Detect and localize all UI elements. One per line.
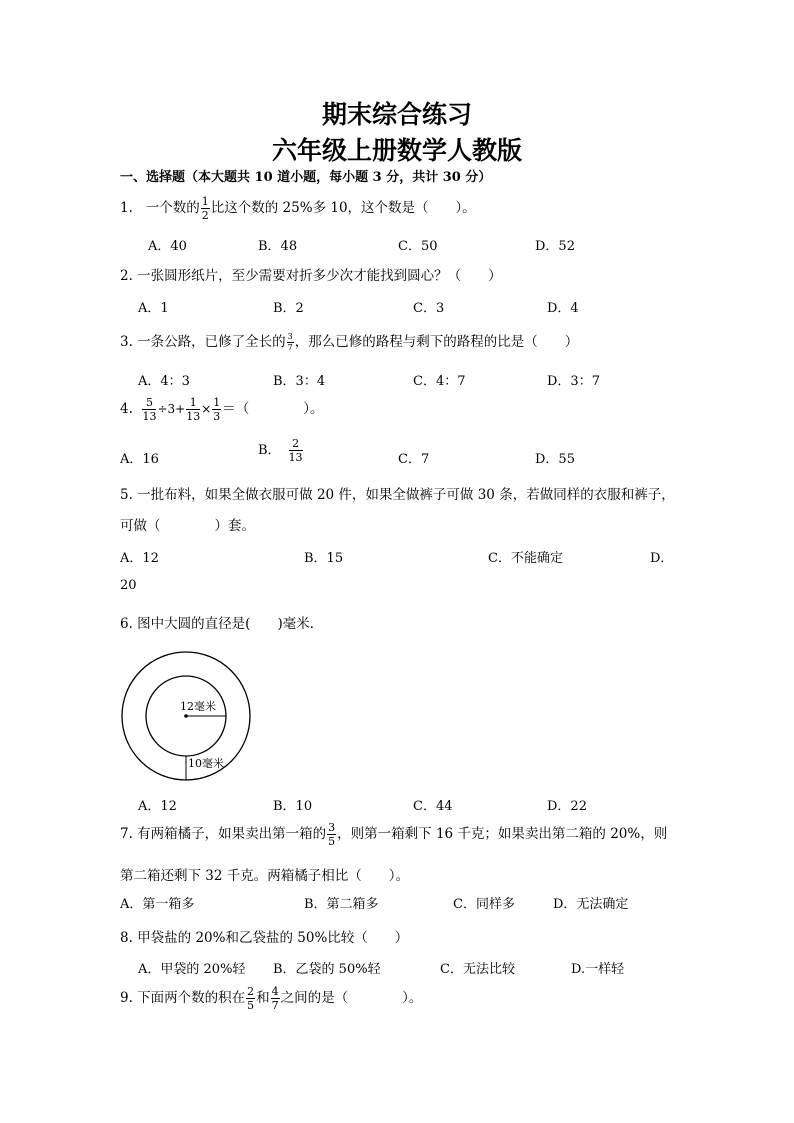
q4-number: 4. bbox=[120, 401, 133, 417]
fraction: $\frac{5}{13}$ bbox=[142, 396, 157, 423]
fraction: $\frac{3}{5}$ bbox=[328, 821, 336, 848]
q9-text-end: 之间的是（ ）。 bbox=[280, 990, 423, 1006]
q8-option-c[interactable]: C．无法比较 bbox=[440, 962, 515, 977]
q3-option-a[interactable]: A．4：3 bbox=[138, 374, 190, 389]
ring-width-label: 10毫米 bbox=[188, 757, 224, 770]
q8-option-d[interactable]: D.一样轻 bbox=[571, 962, 625, 977]
question-8: 8. 甲袋盐的 20%和乙袋盐的 50%比较（ ） bbox=[120, 930, 409, 946]
section-heading: 一、选择题（本大题共 10 道小题，每小题 3 分，共计 30 分） bbox=[120, 170, 492, 185]
q4-option-d[interactable]: D．55 bbox=[535, 452, 575, 467]
q3-text-end: ，那么已修的路程与剩下的路程的比是（ ） bbox=[294, 334, 579, 350]
q7-option-d[interactable]: D．无法确定 bbox=[553, 897, 629, 912]
question-6: 6. 图中大圆的直径是( )毫米． bbox=[120, 616, 324, 632]
page-subtitle: 六年级上册数学人教版 bbox=[271, 136, 522, 165]
q1-number: 1. bbox=[120, 200, 133, 216]
q7-text: 7. 有两箱橘子，如果卖出第一箱的 bbox=[120, 826, 327, 842]
question-3 bbox=[120, 330, 578, 352]
question-5-line-2: 可做（ ）套。 bbox=[120, 518, 255, 534]
q4-operator: ÷3+ bbox=[157, 402, 186, 416]
q6-option-a[interactable]: A．12 bbox=[138, 799, 177, 814]
q4-text-end: ＝（ ）。 bbox=[222, 401, 324, 417]
concentric-circles-figure bbox=[118, 648, 258, 788]
q5-option-d-value: 20 bbox=[120, 578, 137, 593]
q7-option-b[interactable]: B．第二箱多 bbox=[304, 897, 379, 912]
q3-option-b[interactable]: B．3：4 bbox=[273, 374, 326, 389]
q3-text: 3. 一条公路，已修了全长的 bbox=[120, 334, 286, 350]
q8-option-b[interactable]: B．乙袋的 50%轻 bbox=[273, 962, 381, 977]
q5-option-a[interactable]: A．12 bbox=[120, 551, 159, 566]
q5-option-d[interactable]: D． bbox=[650, 551, 674, 566]
question-1 bbox=[120, 196, 476, 221]
q4-operator: × bbox=[201, 402, 212, 416]
q1-option-a[interactable]: A．40 bbox=[148, 239, 187, 254]
q4-option-b[interactable] bbox=[258, 438, 304, 463]
q1-option-d[interactable]: D．52 bbox=[535, 239, 575, 254]
question-2: 2. 一张圆形纸片，至少需要对折多少次才能找到圆心？（ ） bbox=[120, 268, 502, 284]
q7-option-a[interactable]: A．第一箱多 bbox=[120, 897, 195, 912]
q3-option-d[interactable]: D．3：7 bbox=[547, 374, 600, 389]
q1-text-end: 比这个数的 25%多 10，这个数是（ ）。 bbox=[210, 200, 476, 216]
q9-text: 9. 下面两个数的积在 bbox=[120, 990, 246, 1006]
q9-text-mid: 和 bbox=[256, 990, 270, 1006]
q8-option-a[interactable]: A．甲袋的 20%轻 bbox=[138, 962, 246, 977]
q2-option-b[interactable]: B．2 bbox=[273, 301, 304, 316]
question-7-line-1 bbox=[120, 822, 667, 847]
fraction: $\frac{2}{5}$ bbox=[247, 985, 255, 1012]
q3-option-c[interactable]: C．4：7 bbox=[413, 374, 466, 389]
fraction: $\frac{1}{3}$ bbox=[213, 396, 221, 423]
q1-option-b[interactable]: B．48 bbox=[258, 239, 298, 254]
question-5-line-1: 5. 一批布料，如果全做衣服可做 20 件，如果全做裤子可做 30 条，若做同样的衣服和裤子， bbox=[120, 487, 675, 503]
q6-option-c[interactable]: C．44 bbox=[413, 799, 453, 814]
page-title: 期末综合练习 bbox=[321, 100, 472, 129]
q4-option-b-label: B． bbox=[258, 443, 281, 458]
q4-option-a[interactable]: A．16 bbox=[120, 452, 159, 467]
q6-option-b[interactable]: B．10 bbox=[273, 799, 313, 814]
fraction: $\frac{4}{7}$ bbox=[271, 985, 279, 1012]
fraction: $\frac{2}{13}$ bbox=[288, 437, 303, 464]
q7-option-c[interactable]: C．同样多 bbox=[453, 897, 515, 912]
q6-option-d[interactable]: D．22 bbox=[547, 799, 587, 814]
q2-option-a[interactable]: A．1 bbox=[138, 301, 169, 316]
q2-option-c[interactable]: C．3 bbox=[413, 301, 445, 316]
q5-option-b[interactable]: B．15 bbox=[304, 551, 344, 566]
fraction: $\frac{1}{2}$ bbox=[201, 195, 209, 222]
q5-option-c[interactable]: C．不能确定 bbox=[488, 551, 563, 566]
q1-option-c[interactable]: C．50 bbox=[398, 239, 438, 254]
inner-radius-label: 12毫米 bbox=[180, 700, 216, 713]
q4-option-c[interactable]: C．7 bbox=[398, 452, 430, 467]
q1-text: 一个数的 bbox=[145, 200, 200, 216]
question-7-line-2: 第二箱还剩下 32 千克。两箱橘子相比（ ）。 bbox=[120, 868, 410, 884]
fraction: $\frac{1}{13}$ bbox=[186, 396, 201, 423]
fraction: $\frac{3}{7}$ bbox=[287, 332, 293, 352]
question-4 bbox=[120, 397, 324, 422]
q7-text-end: ，则第一箱剩下 16 千克；如果卖出第二箱的 20%，则 bbox=[337, 826, 668, 842]
question-9 bbox=[120, 986, 422, 1011]
q2-option-d[interactable]: D．4 bbox=[547, 301, 579, 316]
